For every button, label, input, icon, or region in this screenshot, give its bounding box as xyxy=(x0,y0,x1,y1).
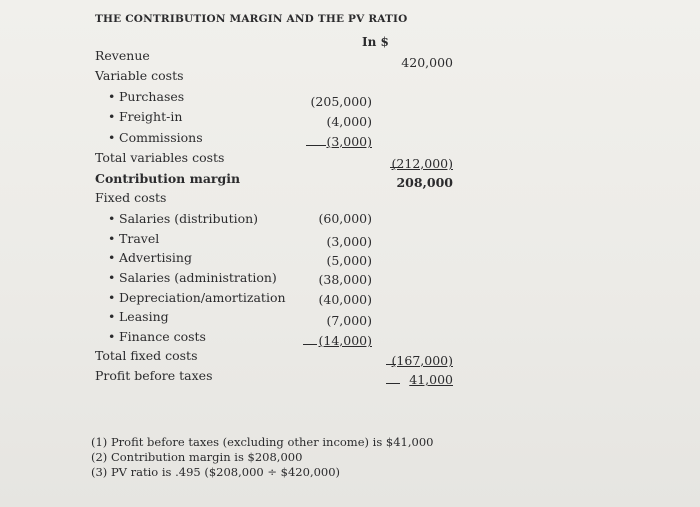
fixed-item-label: • Salaries (distribution) xyxy=(108,211,259,226)
variable-costs-label: Variable costs xyxy=(95,68,184,83)
variable-item-label: • Commissions xyxy=(108,130,203,145)
fixed-item-label: • Salaries (administration) xyxy=(108,270,277,285)
row-fixed-item xyxy=(0,290,700,310)
total-fixed-costs-label: Total fixed costs xyxy=(95,348,198,363)
fixed-item-value: (5,000) xyxy=(326,253,372,268)
revenue-label: Revenue xyxy=(95,48,150,63)
fixed-item-value: (60,000) xyxy=(318,211,372,226)
fixed-item-label: • Advertising xyxy=(108,250,192,265)
total-variable-costs-value: (212,000) xyxy=(391,156,453,171)
fixed-item-value: (40,000) xyxy=(318,292,372,307)
total-fixed-costs-value: (167,000) xyxy=(391,353,453,368)
unit-label: In $ xyxy=(362,35,389,49)
fixed-item-label: • Depreciation/amortization xyxy=(108,290,286,305)
underline-dash xyxy=(303,344,317,345)
underline-dash xyxy=(306,145,326,146)
contribution-margin-label: Contribution margin xyxy=(95,171,241,186)
fixed-item-value: (7,000) xyxy=(326,313,372,328)
variable-item-label: • Purchases xyxy=(108,89,185,104)
fixed-item-label: • Finance costs xyxy=(108,329,206,344)
note-item: (2) Contribution margin is $208,000 xyxy=(91,450,303,464)
row-variable-costs xyxy=(0,68,700,88)
fixed-costs-label: Fixed costs xyxy=(95,190,167,205)
note-item: (1) Profit before taxes (excluding other income) is $41,000 xyxy=(91,435,434,449)
fixed-item-label: • Leasing xyxy=(108,309,169,324)
row-fixed-item xyxy=(0,250,700,270)
profit-before-taxes-label: Profit before taxes xyxy=(95,368,213,383)
variable-item-label: • Freight-in xyxy=(108,109,183,124)
row-fixed-item xyxy=(0,329,700,349)
revenue-value: 420,000 xyxy=(401,55,453,70)
contribution-margin-value: 208,000 xyxy=(396,175,453,190)
row-fixed-item xyxy=(0,211,700,231)
note-item: (3) PV ratio is .495 ($208,000 ÷ $420,000) xyxy=(91,465,341,479)
fixed-item-value: (38,000) xyxy=(318,272,372,287)
variable-item-value: (3,000) xyxy=(326,134,372,149)
total-variable-costs-label: Total variables costs xyxy=(95,150,225,165)
row-fixed-costs xyxy=(0,190,700,210)
profit-before-taxes-value: 41,000 xyxy=(409,372,453,387)
fixed-item-value: (3,000) xyxy=(326,234,372,249)
variable-item-value: (4,000) xyxy=(326,114,372,129)
underline-dash xyxy=(386,383,400,384)
notes-section xyxy=(91,435,433,480)
fixed-item-label: • Travel xyxy=(108,231,160,246)
row-fixed-item xyxy=(0,231,700,251)
row-profit-before-taxes-value xyxy=(0,372,700,392)
statement-title: THE CONTRIBUTION MARGIN AND THE PV RATIO xyxy=(95,13,408,25)
fixed-item-value: (14,000) xyxy=(318,333,372,348)
row-fixed-item xyxy=(0,270,700,290)
row-fixed-item xyxy=(0,309,700,329)
variable-item-value: (205,000) xyxy=(310,94,372,109)
